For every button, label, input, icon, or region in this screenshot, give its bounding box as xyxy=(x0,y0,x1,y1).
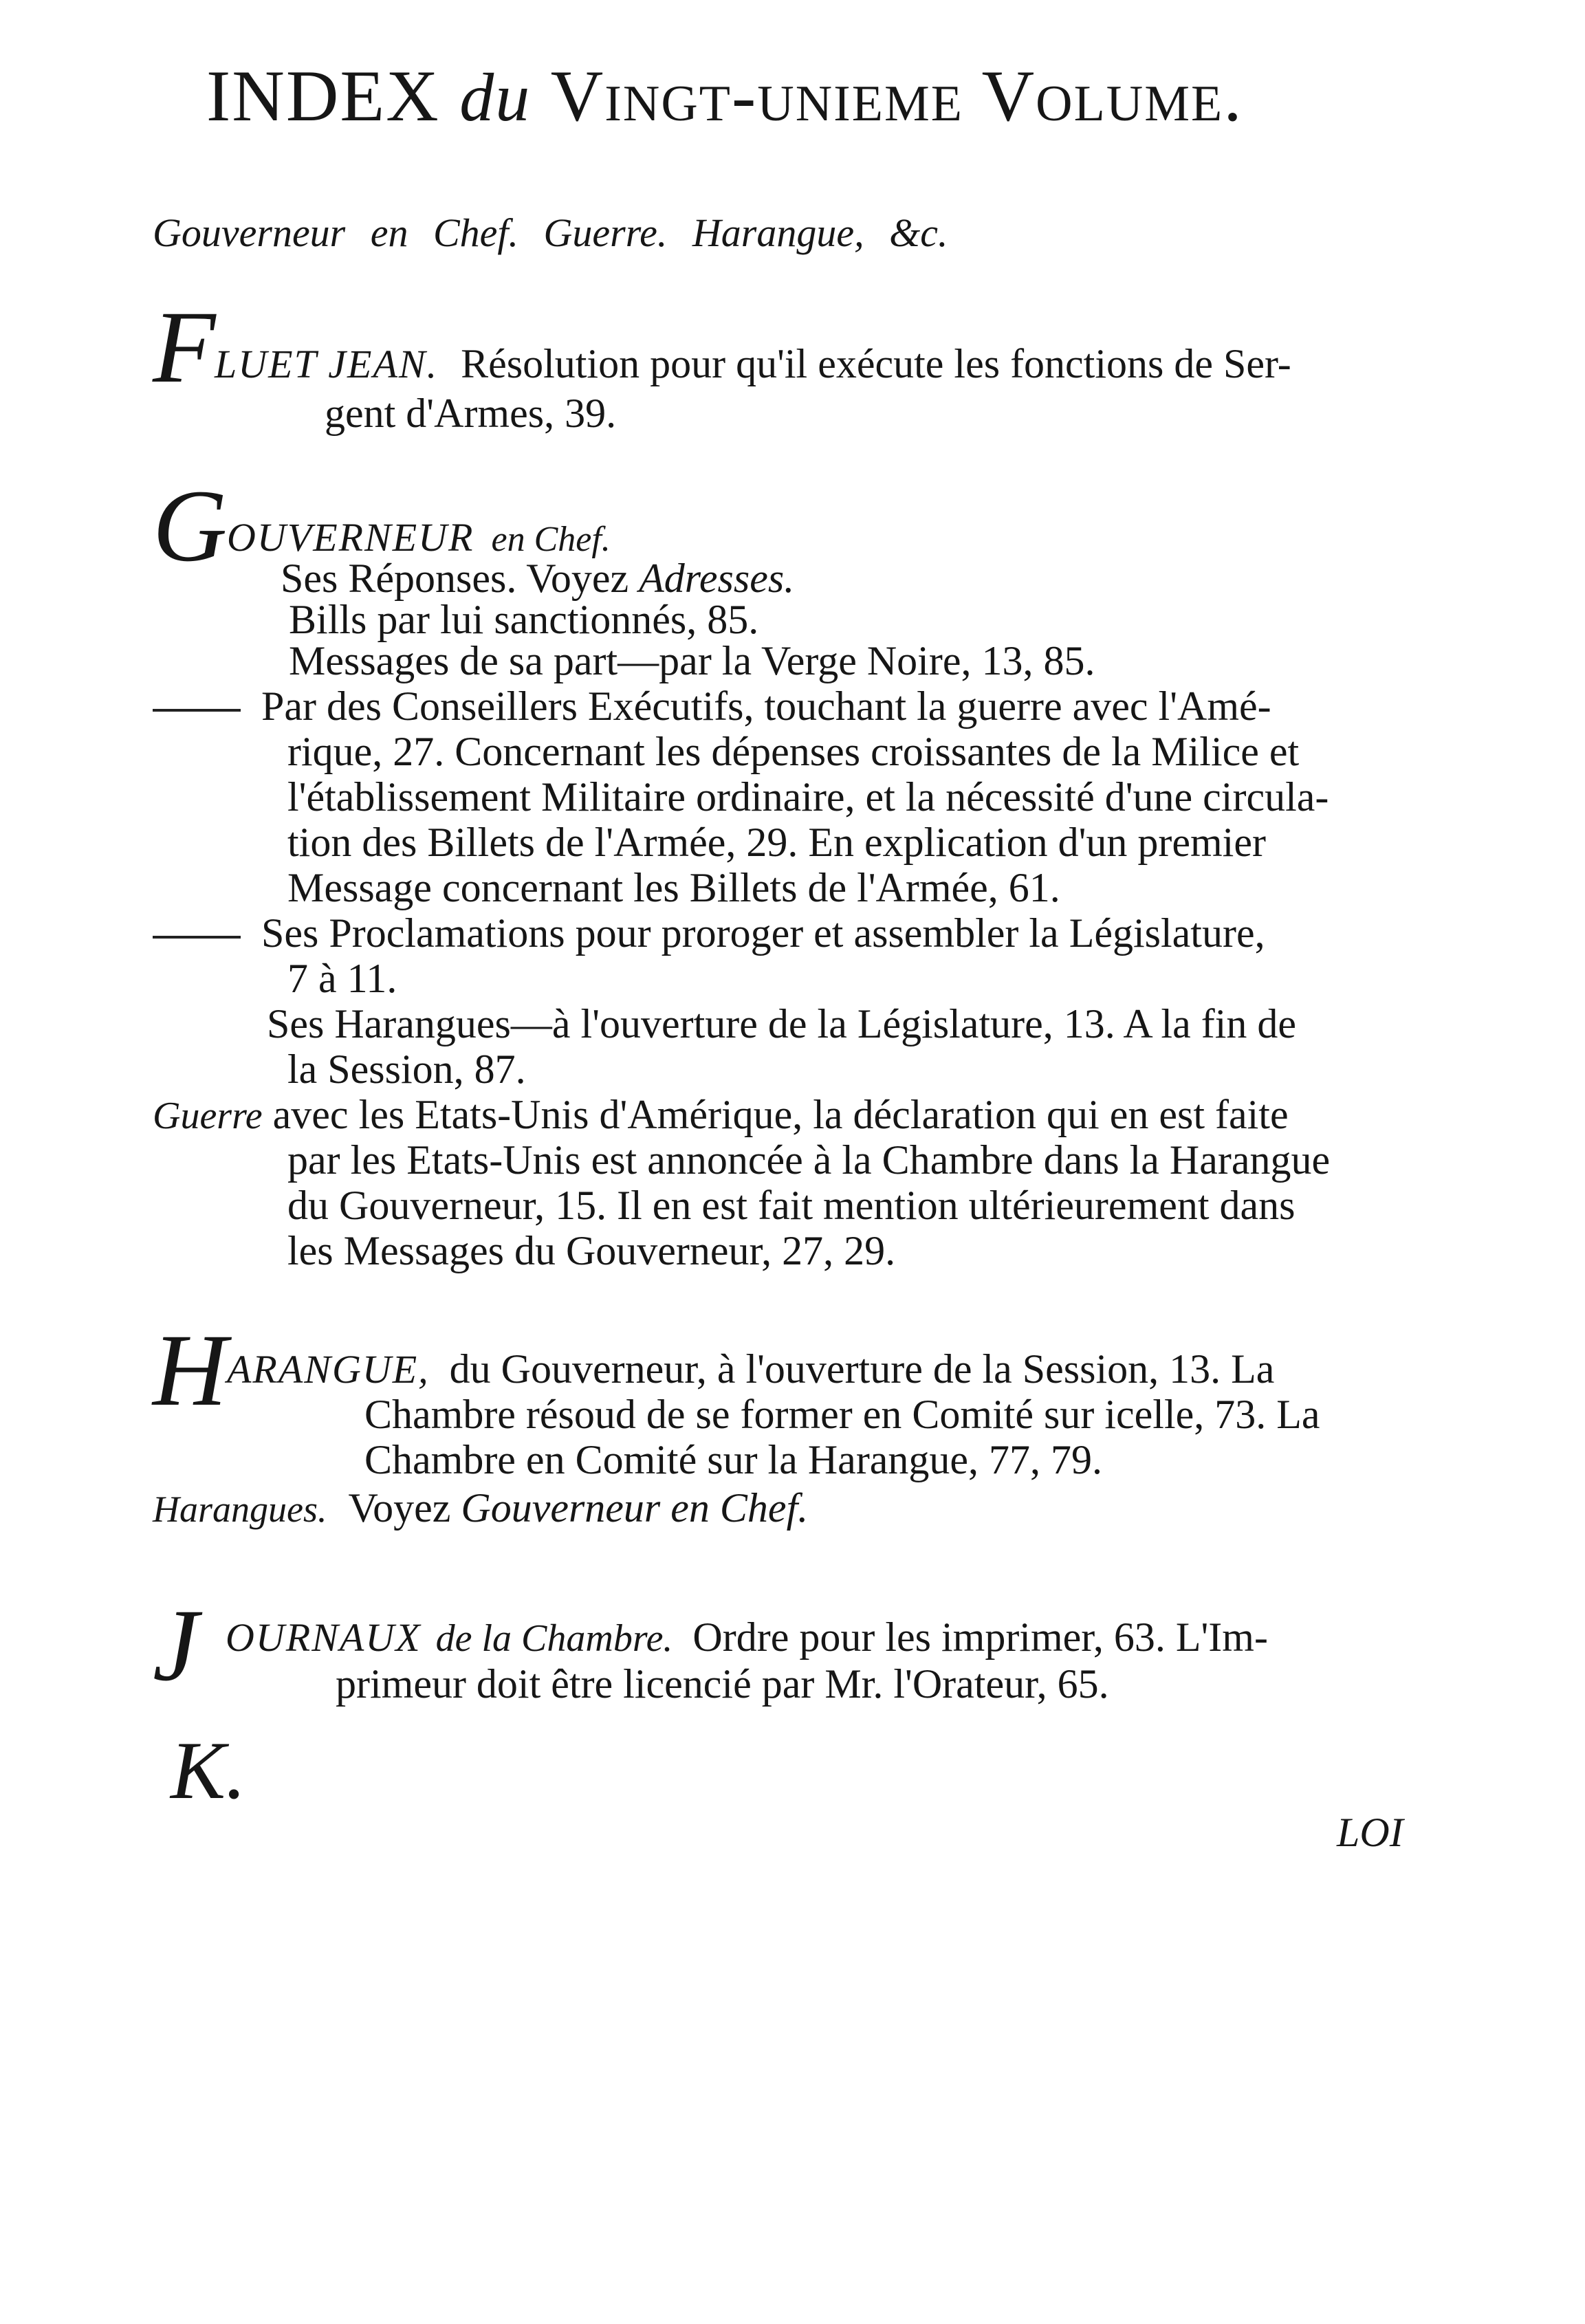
catchword: LOI xyxy=(1337,1810,1403,1855)
proclamations-text: Ses Proclamations pour proroger et assembler la Législature, xyxy=(261,910,1265,956)
fluet-entry-line2: gent d'Armes, 39. xyxy=(325,391,617,436)
gouverneur-line8: Message concernant les Billets de l'Armée, 61. xyxy=(287,865,1060,910)
gouverneur-messages: Messages de sa part—par la Verge Noire, 13, 85. xyxy=(289,638,1095,683)
adresses-ref: Adresses. xyxy=(639,556,795,601)
em-dash-rule xyxy=(153,936,241,939)
journaux-line1 xyxy=(226,1614,1268,1661)
gouverneur-conseillers xyxy=(153,683,1271,729)
gouverneur-line6: l'établissement Militaire ordinaire, et la nécessité d'une circula- xyxy=(287,774,1329,820)
guerre-label: Guerre xyxy=(153,1095,263,1137)
title-volume: Vingt-unieme Volume. xyxy=(550,56,1243,136)
fluet-entry-line1 xyxy=(215,341,1291,387)
journaux-suffix: de la Chambre. xyxy=(435,1617,673,1660)
gouverneur-bills: Bills par lui sanctionnés, 85. xyxy=(289,597,759,642)
guerre-line2: par les Etats-Unis est annoncée à la Chambre dans la Harangue xyxy=(287,1137,1331,1183)
harangues-label: Harangues. xyxy=(153,1489,327,1530)
title-du: du xyxy=(459,59,532,135)
em-dash-rule xyxy=(153,709,241,712)
gouverneur-line7: tion des Billets de l'Armée, 29. En explication d'un premier xyxy=(287,820,1266,865)
initial-h: H xyxy=(153,1313,228,1427)
harangue-line2: Chambre résoud de se former en Comité sur icelle, 73. La xyxy=(364,1392,1320,1437)
gouverneur-line12: la Session, 87. xyxy=(287,1046,526,1092)
initial-j: J xyxy=(153,1588,199,1702)
harangue-line1 xyxy=(227,1346,1274,1392)
guerre-line3: du Gouverneur, 15. Il en est fait mention ultérieurement dans xyxy=(287,1183,1296,1228)
journaux-text1: Ordre pour les imprimer, 63. L'Im- xyxy=(692,1614,1268,1660)
gouverneur-proclamations xyxy=(153,910,1265,956)
harangue-text1: du Gouverneur, à l'ouverture de la Session, 13. La xyxy=(449,1346,1275,1392)
harangue-line3: Chambre en Comité sur la Harangue, 77, 79. xyxy=(364,1437,1103,1482)
harangues-ref: Gouverneur en Chef. xyxy=(461,1485,809,1531)
conseillers-text: Par des Conseillers Exécutifs, touchant la guerre avec l'Amé- xyxy=(261,683,1271,729)
letter-k: K. xyxy=(171,1724,247,1816)
gouverneur-harangues: Ses Harangues—à l'ouverture de la Législature, 13. A la fin de xyxy=(267,1001,1297,1046)
fluet-name: LUET JEAN. xyxy=(215,342,439,386)
guerre-text1: avec les Etats-Unis d'Amérique, la déclaration qui en est faite xyxy=(272,1092,1289,1137)
initial-g: G xyxy=(153,469,228,583)
fluet-text1: Résolution pour qu'il exécute les fonctions de Ser- xyxy=(461,341,1291,386)
journaux-line2: primeur doit être licencié par Mr. l'Orateur, 65. xyxy=(336,1661,1109,1707)
title-index: INDEX xyxy=(206,56,440,136)
guerre-line1 xyxy=(153,1092,1289,1139)
gouverneur-line10: 7 à 11. xyxy=(287,956,397,1001)
harangue-name: ARANGUE, xyxy=(227,1347,430,1392)
gouverneur-line5: rique, 27. Concernant les dépenses croissantes de la Milice et xyxy=(287,729,1300,774)
running-head: Gouverneur en Chef. Guerre. Harangue, &c. xyxy=(153,210,948,255)
guerre-line4: les Messages du Gouverneur, 27, 29. xyxy=(287,1228,896,1273)
harangues-xref xyxy=(153,1485,808,1532)
harangues-voyez: Voyez xyxy=(348,1485,451,1531)
reponses-text: Ses Réponses. Voyez xyxy=(281,556,629,601)
initial-f: F xyxy=(153,290,216,404)
gouverneur-name: OUVERNEUR xyxy=(227,515,474,560)
page-title xyxy=(206,48,1243,146)
gouverneur-reponses xyxy=(281,556,794,601)
journaux-name: OURNAUX xyxy=(226,1615,422,1660)
gouverneur-suffix: en Chef. xyxy=(491,520,611,559)
